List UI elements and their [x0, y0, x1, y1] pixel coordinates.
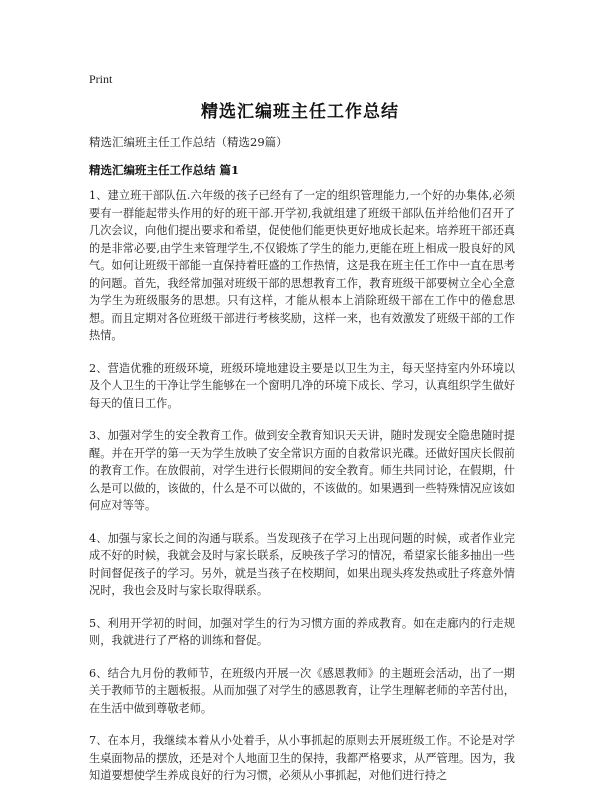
- paragraph-1: 1、建立班干部队伍.六年级的孩子已经有了一定的组织管理能力,一个好的办集体,必须要有一群能起带头作用的好的班干部.开学初,我就组建了班级干部队伍并给他们召开了几次会议，向他们提出要求和希望，促使他们能更快更好地成长起来。培养班干部还真的是非常必要,由学生来管理学生,不仅锻炼了学生的能力,更能在班上相成一股良好的风气。如何让班级干部能一直保持着旺盛的工作热情，这是我在班主任工作中一直在思考的问题。首先，我经常加强对班级干部的思想教育工作，教育班级干部要树立全心全意为学生为班级服务的思想。只有这样，才能从根本上消除班级干部在工作中的倦怠思想。而且定期对各位班级干部进行考核奖励，这样一来，也有效激发了班级干部的工作热情。: [89, 189, 515, 342]
- paragraph-2: 2、营造优雅的班级环境，班级环境地建设主要是以卫生为主，每天坚持室内外环境以及个人卫生的干净让学生能够在一个窗明几净的环境下成长、学习，认真组织学生做好每天的值日工作。: [89, 361, 515, 410]
- paragraph-4: 4、加强与家长之间的沟通与联系。当发现孩子在学习上出现问题的时候，或者作业完成不好的时候，我就会及时与家长联系，反映孩子学习的情况，希望家长能多抽出一些时间督促孩子的学习。另外，就是当孩子在校期间，如果出现头疼发热或肚子疼意外情况时，我也会及时与家长取得联系。: [89, 531, 515, 597]
- page-title: 精选汇编班主任工作总结: [201, 102, 399, 122]
- print-label: Print: [89, 72, 113, 86]
- paragraph-5: 5、利用开学初的时间，加强对学生的行为习惯方面的养成教育。如在走廊内的行走规则，我就进行了严格的训练和督促。: [89, 616, 515, 647]
- document-body: [89, 187, 515, 800]
- document-subtitle: 精选汇编班主任工作总结（精选29篇）: [89, 135, 288, 149]
- section-heading: 精选汇编班主任工作总结 篇1: [89, 163, 240, 177]
- paragraph-3: 3、加强对学生的安全教育工作。做到安全教育知识天天讲，随时发现安全隐患随时提醒。并在开学的第一天为学生放映了安全常识方面的自救常识光碟。还做好国庆长假前的教育工作。在放假前，对学生进行长假期间的安全教育。师生共同讨论，在假期，什么是可以做的，该做的，什么是不可以做的，不该做的。如果遇到一些特殊情况应该如何应对等等。: [89, 429, 515, 512]
- paragraph-6: 6、结合九月份的教师节，在班级内开展一次《感恩教师》的主题班会活动，出了一期关于教师节的主题板报。从而加强了对学生的感恩教育，让学生理解老师的辛苦付出，在生活中做到尊敬老师。: [89, 666, 515, 715]
- paragraph-7: 7、在本月，我继续本着从小处着手，从小事抓起的原则去开展班级工作。不论是对学生桌面物品的摆放，还是对个人地面卫生的保持，我都严格要求，从严管理。因为，我知道要想使学生养成良好的行为习惯，必须从小事抓起，对他们进行持之: [89, 734, 515, 782]
